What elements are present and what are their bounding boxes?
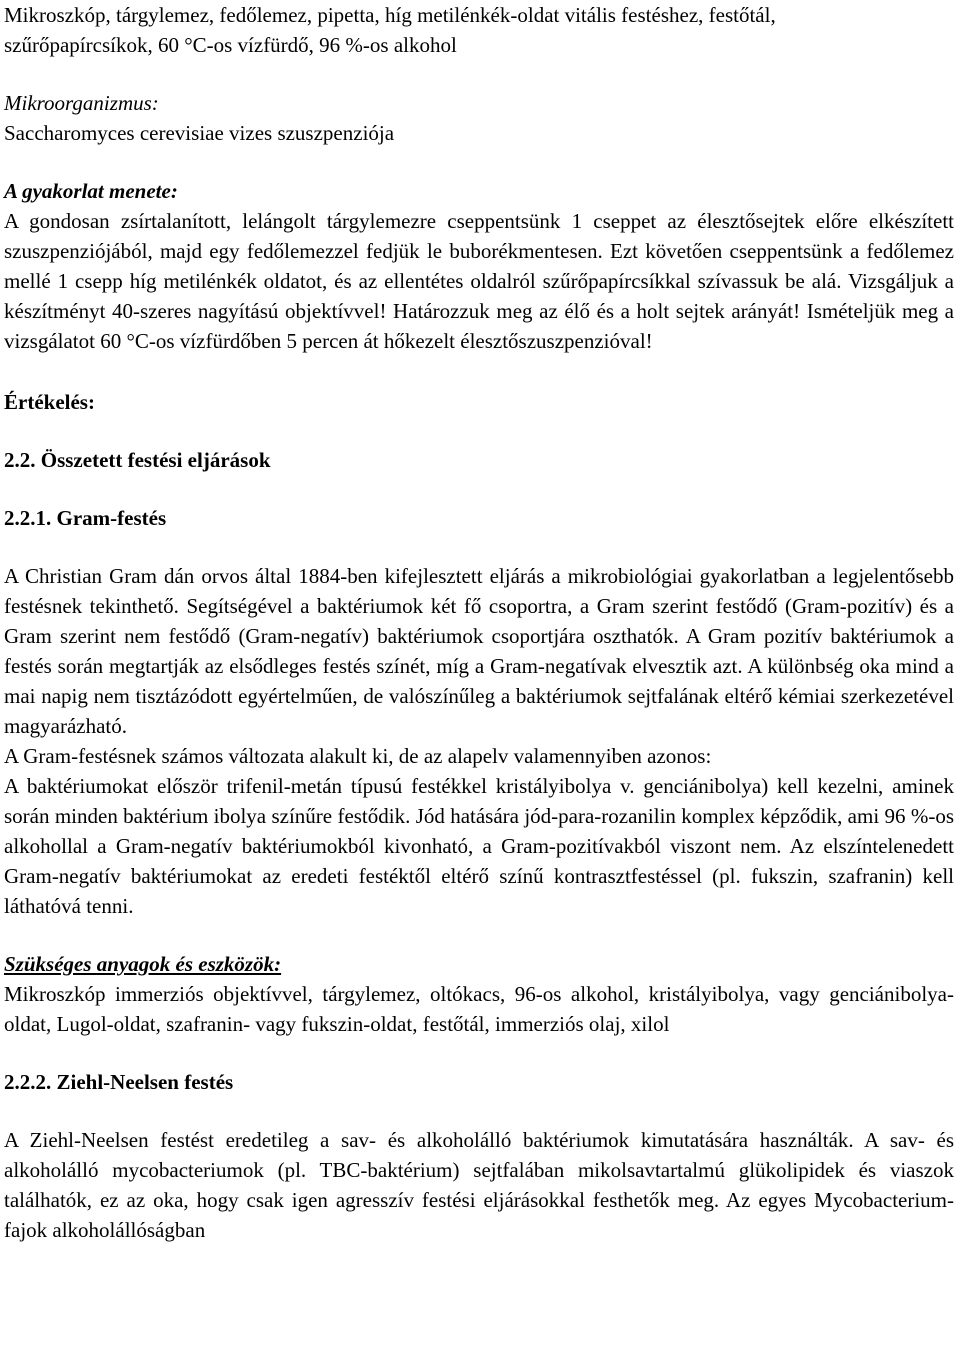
ziehl-paragraph-1: A Ziehl-Neelsen festést eredetileg a sav- és alkoholálló baktériumok kimutatására használták. A sav- és alkoholálló mycobacteriumok (pl. TBC-baktérium) sejtfalában mikolsavtartalmú glükolipidek és viaszok találhatók, ez az oka, hogy csak igen agresszív festési eljárásokkal festhetők meg. Az egyes Mycobacterium-fajok alkoholállóságban — [4, 1128, 954, 1242]
procedure-paragraph: A gondosan zsírtalanított, lelángolt tárgylemezre cseppentsünk 1 cseppet az élesztősejtek előre elkészített szuszpenziójából, majd egy fedőlemezzel fedjük le buborékmentesen. Ezt követően cseppentsünk a fedőlemez mellé 1 csepp híg metilénkék oldatot, és az ellentétes oldalról szűrőpapírcsíkkal szívassuk be alá. Vizsgáljuk a készítményt 40-szeres nagyítású objektívvel! Határozzuk meg az élő és a holt sejtek arányát! Ismételjük meg a vizsgálatot 60 °C-os vízfürdőben 5 percen át hőkezelt élesztőszuszpenzióval! — [4, 209, 954, 353]
materials-text: Mikroszkóp immerziós objektívvel, tárgylemez, oltókacs, 96-os alkohol, kristályibolya, vagy genciánibolya-oldat, Lugol-oldat, szafranin- vagy fukszin-oldat, festőtál, immerziós olaj, xilol — [4, 982, 954, 1036]
materials-heading: Szükséges anyagok és eszközök: — [4, 952, 282, 976]
gram-paragraph-2: A Gram-festésnek számos változata alakult ki, de az alapelv valamennyiben azonos: — [4, 744, 712, 768]
procedure-heading: A gyakorlat menete: — [4, 179, 178, 203]
section-heading-2-2-1: 2.2.1. Gram-festés — [4, 506, 167, 530]
intro-line-2: szűrőpapírcsíkok, 60 °C-os vízfürdő, 96 %-os alkohol — [4, 33, 457, 57]
section-heading-2-2: 2.2. Összetett festési eljárások — [4, 448, 271, 472]
microorganism-text: Saccharomyces cerevisiae vizes szuszpenziója — [4, 121, 395, 145]
section-heading-2-2-2: 2.2.2. Ziehl-Neelsen festés — [4, 1070, 234, 1094]
gram-paragraph-1: A Christian Gram dán orvos által 1884-ben kifejlesztett eljárás a mikrobiológiai gyakorlatban a legjelentősebb festésnek tekinthető. Segítségével a baktériumok két fő csoportra, a Gram szerint festődő (Gram-pozitív) és a Gram szerint nem festődő (Gram-negatív) baktériumok csoportjára oszthatók. A Gram pozitív baktériumok a festés során megtartják az elsődleges festés színét, míg a Gram-negatívak elvesztik azt. A különbség oka mind a mai napig nem tisztázódott egyértelműen, de valószínűleg a baktériumok sejtfalának eltérő kémiai szerkezetével magyarázható. — [4, 564, 954, 738]
evaluation-heading: Értékelés: — [4, 390, 95, 414]
microorganism-heading: Mikroorganizmus: — [4, 91, 159, 115]
intro-line-1: Mikroszkóp, tárgylemez, fedőlemez, pipetta, híg metilénkék-oldat vitális festéshez, festőtál, — [4, 3, 776, 27]
gram-paragraph-3: A baktériumokat először trifenil-metán típusú festékkel kristályibolya v. genciánibolya) kell kezelni, aminek során minden baktérium ibolya színűre festődik. Jód hatására jód-para-rozanilin komplex képződik, ami 96 %-os alkohollal a Gram-negatív baktériumokból kivonható, a Gram-pozitívakból viszont nem. Az elszíntelenedett Gram-negatív baktériumokat az eredeti festéktől eltérő színű kontrasztfestéssel (pl. fukszin, szafranin) kell láthatóvá tenni. — [4, 774, 954, 918]
